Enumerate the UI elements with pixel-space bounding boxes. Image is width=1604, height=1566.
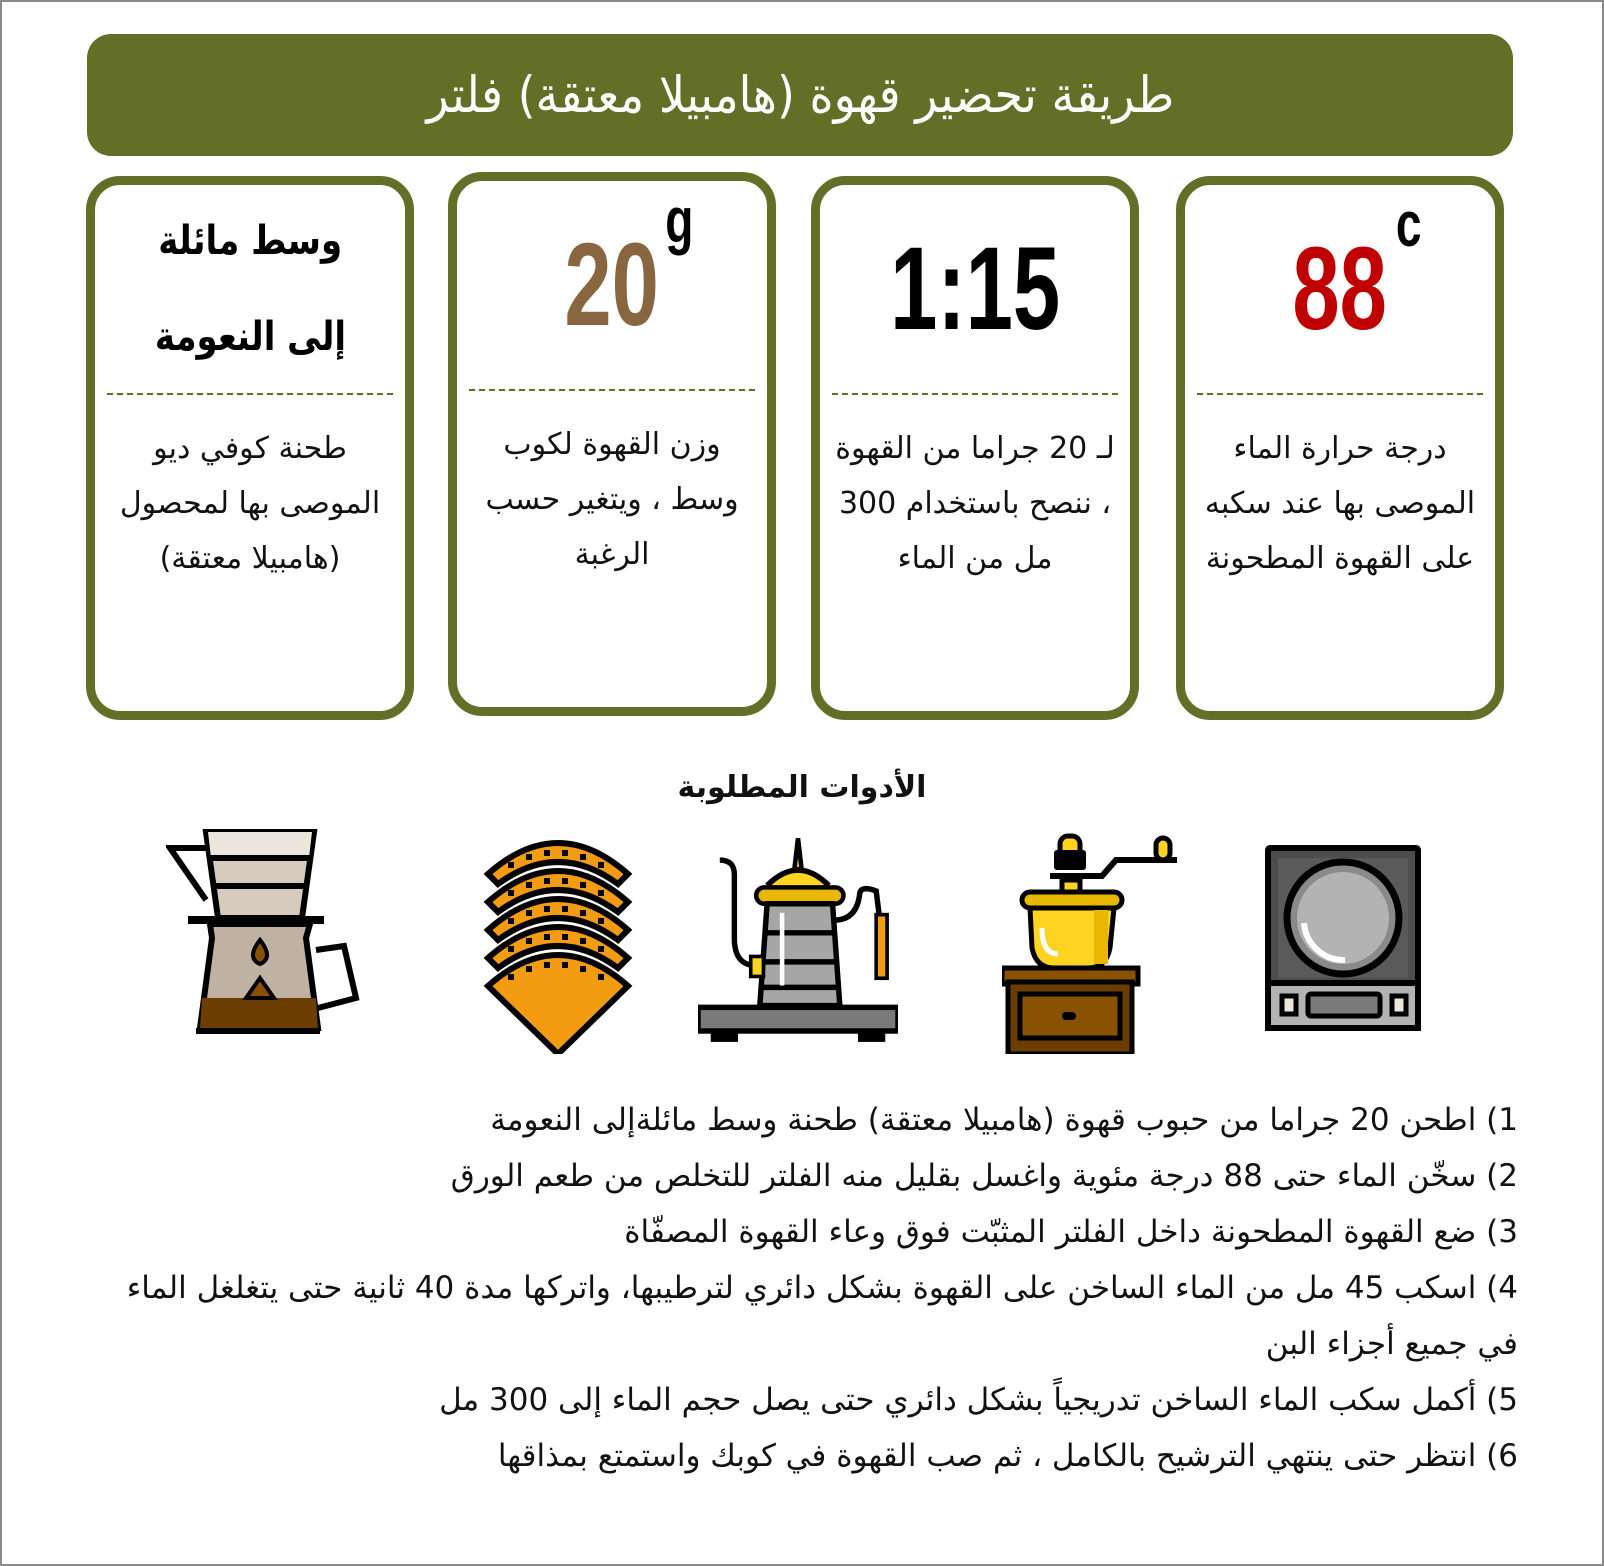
digital-scale-icon (1242, 828, 1442, 1054)
card-header (95, 185, 405, 393)
step-1: 1) اطحن 20 جراما من حبوب قهوة (هامبيلا معتقة) طحنة وسط مائلةإلى النعومة (490, 1102, 1518, 1138)
grind-heading-line2: إلى النعومة (154, 314, 346, 360)
card-header (1185, 185, 1495, 393)
card-description: لـ 20 جراما من القهوة ، ننصح باستخدام 300 مل من الماء (835, 431, 1115, 576)
card-description: طحنة كوفي ديو الموصى بها لمحصول (هامبيلا معتقة) (119, 431, 381, 576)
temperature-value (1292, 188, 1422, 355)
card-header (820, 185, 1130, 393)
step-4: 4) اسكب 45 مل من الماء الساخن على القهوة بشكل دائري لترطيبها، واتركها مدة 40 ثانية حتى يتغلغل الماء في جميع أجزاء البن (126, 1270, 1518, 1362)
weight-unit: g (665, 184, 694, 256)
title-banner (87, 34, 1513, 156)
card-header (457, 181, 767, 389)
dashed-divider (1197, 393, 1483, 395)
weight-value (564, 184, 694, 351)
step-3: 3) ضع القهوة المطحونة داخل الفلتر المثبّت فوق وعاء القهوة المصفّاة (624, 1214, 1518, 1250)
step-6: 6) انتظر حتى ينتهي الترشيح بالكامل ، ثم صب القهوة في كوبك واستمتع بمذاقها (497, 1438, 1518, 1474)
gooseneck-kettle-icon (698, 828, 898, 1054)
temperature-unit: c (1396, 188, 1422, 260)
temperature-number: 88 (1292, 223, 1388, 355)
pour-over-dripper-icon (166, 828, 366, 1054)
card-description: درجة حرارة الماء الموصى بها عند سكبه على القهوة المطحونة (1204, 431, 1476, 576)
page-title: طريقة تحضير قهوة (هامبيلا معتقة) فلتر (426, 66, 1174, 124)
card-description: وزن القهوة لكوب وسط ، ويتغير حسب الرغبة (485, 427, 739, 572)
step-2: 2) سخّن الماء حتى 88 درجة مئوية واغسل بقليل منه الفلتر للتخلص من طعم الورق (450, 1158, 1518, 1194)
tools-title: الأدوات المطلوبة (677, 770, 927, 805)
card-weight (448, 172, 776, 716)
steps-list (92, 1092, 1518, 1484)
weight-number: 20 (564, 219, 660, 351)
grind-heading-line1: وسط مائلة (158, 218, 342, 264)
ratio-value: 1:15 (889, 223, 1061, 355)
step-5: 5) أكمل سكب الماء الساخن تدريجياً بشكل دائري حتى يصل حجم الماء إلى 300 مل (439, 1382, 1518, 1418)
card-grind (86, 176, 414, 720)
card-temperature (1176, 176, 1504, 720)
dashed-divider (107, 393, 393, 395)
manual-grinder-icon (1002, 828, 1202, 1054)
dashed-divider (832, 393, 1118, 395)
card-ratio (811, 176, 1139, 720)
paper-filters-icon (458, 828, 658, 1054)
dashed-divider (469, 389, 755, 391)
